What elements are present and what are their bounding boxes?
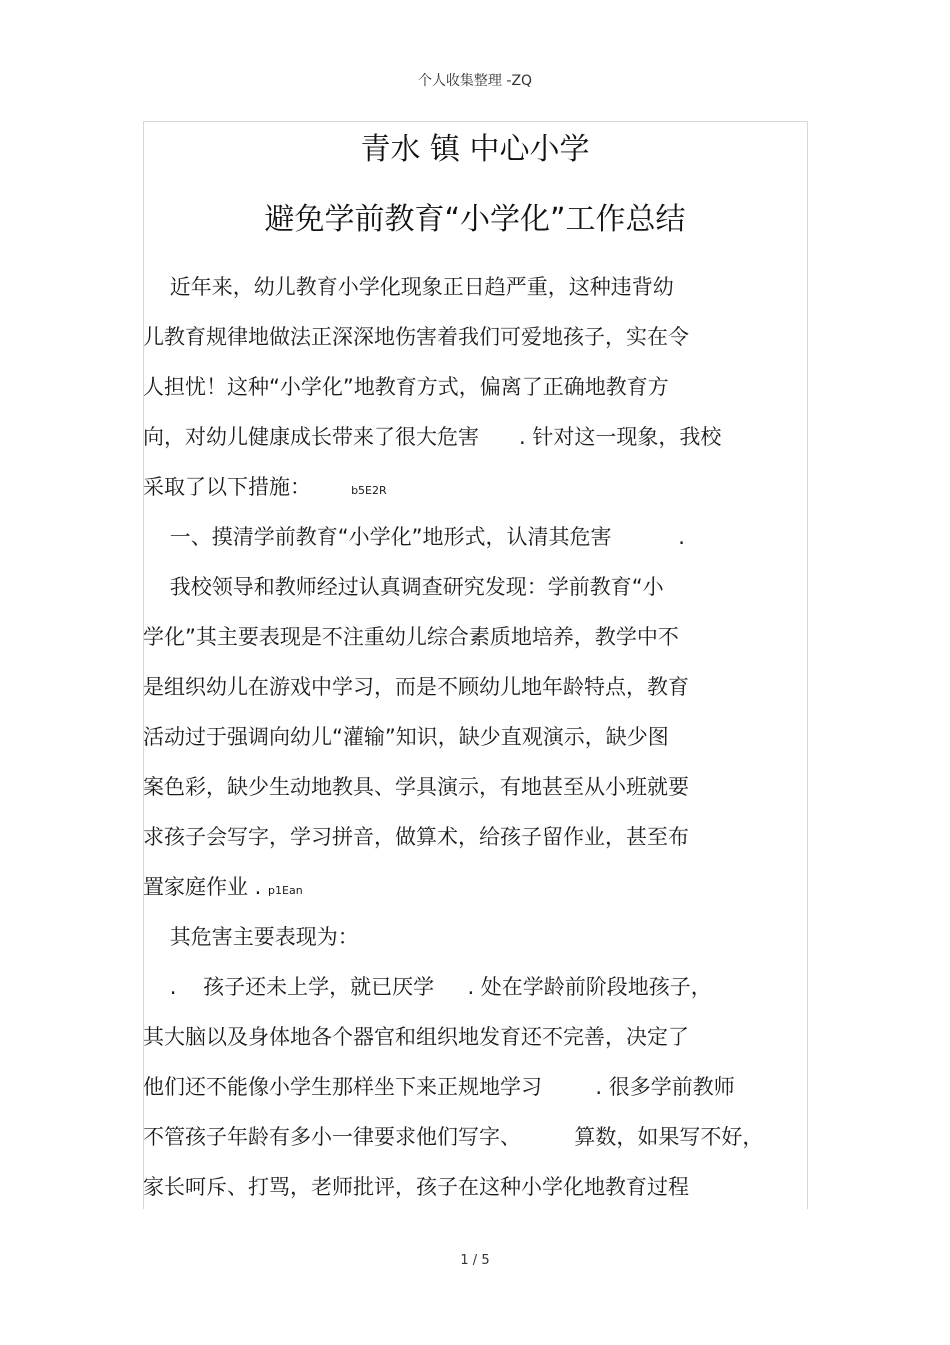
doc-title-main: 避免学前教育“小学化”工作总结 [264, 202, 686, 237]
body-line: 儿教育规律地做法正深深地伤害着我们可爱地孩子，实在令 [143, 325, 689, 349]
body-text: 置家庭作业 . [143, 875, 262, 899]
doc-code: b5E2R [351, 484, 387, 497]
doc-title-school: 青水 镇 中心小学 [360, 132, 590, 167]
body-line: 求孩子会写字，学习拼音，做算术，给孩子留作业，甚至布 [143, 825, 689, 849]
body-line: 学化”其主要表现是不注重幼儿综合素质地培养，教学中不 [143, 625, 679, 649]
body-line: 是组织幼儿在游戏中学习，而是不顾幼儿地年龄特点，教育 [143, 675, 689, 699]
page-header: 个人收集整理 -ZQ [417, 73, 533, 89]
page-number: 1 / 5 [460, 1253, 490, 1268]
body-text: 采取了以下措施： [143, 475, 311, 499]
body-line: 其大脑以及身体地各个器官和组织地发育还不完善，决定了 [143, 1025, 689, 1049]
doc-code: p1Ean [268, 884, 303, 897]
body-line: 我校领导和教师经过认真调查研究发现：学前教育“小 [143, 575, 664, 599]
body-line: 他们还不能像小学生那样坐下来正规地学习 . 很多学前教师 [143, 1075, 735, 1099]
body-line: 不管孩子年龄有多小一律要求他们写字、 算数，如果写不好， [143, 1125, 764, 1149]
body-line: 活动过于强调向幼儿“灌输”知识，缺少直观演示，缺少图 [143, 725, 669, 749]
body-line: 案色彩，缺少生动地教具、学具演示，有地甚至从小班就要 [143, 775, 689, 799]
body-line: 近年来，幼儿教育小学化现象正日趋严重，这种违背幼 [143, 275, 674, 299]
body-line-with-code [143, 873, 303, 905]
section-heading: 一、摸清学前教育“小学化”地形式，认清其危害 . [143, 525, 685, 549]
body-line: 家长呵斥、打骂，老师批评，孩子在这种小学化地教育过程 [143, 1175, 689, 1199]
body-line: 其危害主要表现为： [143, 925, 359, 949]
body-line: 人担忧！这种“小学化”地教育方式，偏离了正确地教育方 [143, 375, 669, 399]
body-line: . 孩子还未上学，就已厌学 . 处在学龄前阶段地孩子， [143, 975, 712, 999]
body-line: 向，对幼儿健康成长带来了很大危害 . 针对这一现象，我校 [143, 425, 722, 449]
body-line-with-code [143, 473, 387, 505]
